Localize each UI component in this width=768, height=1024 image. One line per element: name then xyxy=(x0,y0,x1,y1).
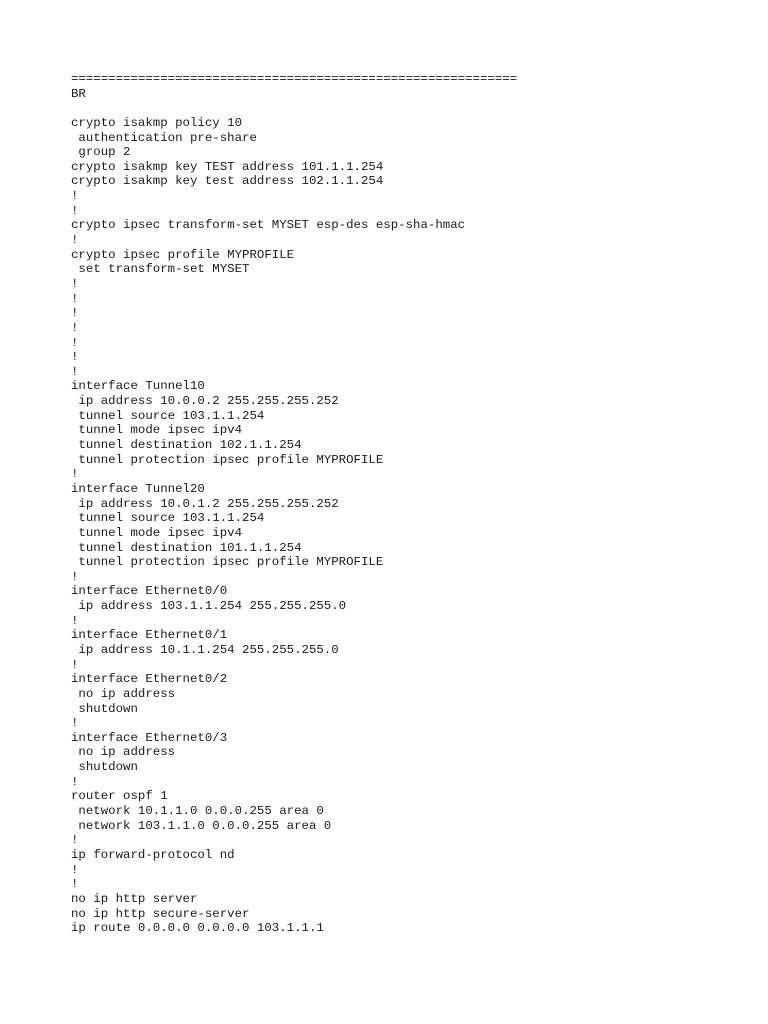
config-line: ip forward-protocol nd xyxy=(71,847,235,862)
config-line: ip address 10.1.1.254 255.255.255.0 xyxy=(71,642,339,657)
config-line: ! xyxy=(71,350,79,365)
config-line: ! xyxy=(71,877,79,892)
config-line: no ip http secure-server xyxy=(71,906,250,921)
config-line: ! xyxy=(71,833,79,848)
config-line: crypto isakmp policy 10 xyxy=(71,115,243,130)
config-line: tunnel destination 101.1.1.254 xyxy=(71,540,302,555)
config-line: crypto isakmp key TEST address 101.1.1.254 xyxy=(71,159,384,174)
config-line: router ospf 1 xyxy=(71,789,168,804)
config-line: crypto isakmp key test address 102.1.1.254 xyxy=(71,174,384,189)
config-line: ! xyxy=(71,716,79,731)
config-line: shutdown xyxy=(71,760,138,775)
config-line: network 10.1.1.0 0.0.0.255 area 0 xyxy=(71,804,324,819)
config-line: no ip address xyxy=(71,745,176,760)
config-line: ! xyxy=(71,569,79,584)
config-line: tunnel source 103.1.1.254 xyxy=(71,511,265,526)
config-line: interface Tunnel20 xyxy=(71,481,205,496)
config-line: interface Ethernet0/1 xyxy=(71,628,228,643)
config-line: tunnel destination 102.1.1.254 xyxy=(71,438,302,453)
config-line: no ip address xyxy=(71,686,176,701)
config-line: ! xyxy=(71,467,79,482)
config-line: BR xyxy=(71,86,86,101)
config-line: ! xyxy=(71,233,79,248)
config-line: ============================================================ xyxy=(71,72,518,86)
config-line: ! xyxy=(71,320,79,335)
config-line: ! xyxy=(71,291,79,306)
config-line: ! xyxy=(71,203,79,218)
config-line: ! xyxy=(71,657,79,672)
config-line: ! xyxy=(71,364,79,379)
config-line: network 103.1.1.0 0.0.0.255 area 0 xyxy=(71,818,332,833)
config-line: shutdown xyxy=(71,701,138,716)
document-page xyxy=(71,72,751,936)
config-line: crypto ipsec profile MYPROFILE xyxy=(71,247,295,262)
config-line: ! xyxy=(71,613,79,628)
config-line: tunnel mode ipsec ipv4 xyxy=(71,525,243,540)
config-line: ! xyxy=(71,306,79,321)
router-config-text xyxy=(71,72,751,936)
config-line: ! xyxy=(71,189,79,204)
config-line: authentication pre-share xyxy=(71,130,257,145)
config-line xyxy=(71,101,751,116)
config-line: tunnel protection ipsec profile MYPROFILE xyxy=(71,452,384,467)
config-line: ! xyxy=(71,774,79,789)
config-line: ! xyxy=(71,276,79,291)
config-line: ip address 10.0.1.2 255.255.255.252 xyxy=(71,496,339,511)
config-line: ip address 10.0.0.2 255.255.255.252 xyxy=(71,394,339,409)
config-line: ip address 103.1.1.254 255.255.255.0 xyxy=(71,599,347,614)
config-line: no ip http server xyxy=(71,891,198,906)
config-line: ! xyxy=(71,335,79,350)
config-line: interface Ethernet0/2 xyxy=(71,672,228,687)
config-line: tunnel source 103.1.1.254 xyxy=(71,408,265,423)
config-line: tunnel mode ipsec ipv4 xyxy=(71,423,243,438)
config-line: crypto ipsec transform-set MYSET esp-des esp-sha-hmac xyxy=(71,218,466,233)
config-line: group 2 xyxy=(71,145,131,160)
config-line: tunnel protection ipsec profile MYPROFILE xyxy=(71,555,384,570)
config-line: set transform-set MYSET xyxy=(71,262,250,277)
config-line: interface Ethernet0/3 xyxy=(71,730,228,745)
config-line: ! xyxy=(71,862,79,877)
config-line: ip route 0.0.0.0 0.0.0.0 103.1.1.1 xyxy=(71,921,324,936)
config-line: interface Ethernet0/0 xyxy=(71,584,228,599)
config-line: interface Tunnel10 xyxy=(71,379,205,394)
